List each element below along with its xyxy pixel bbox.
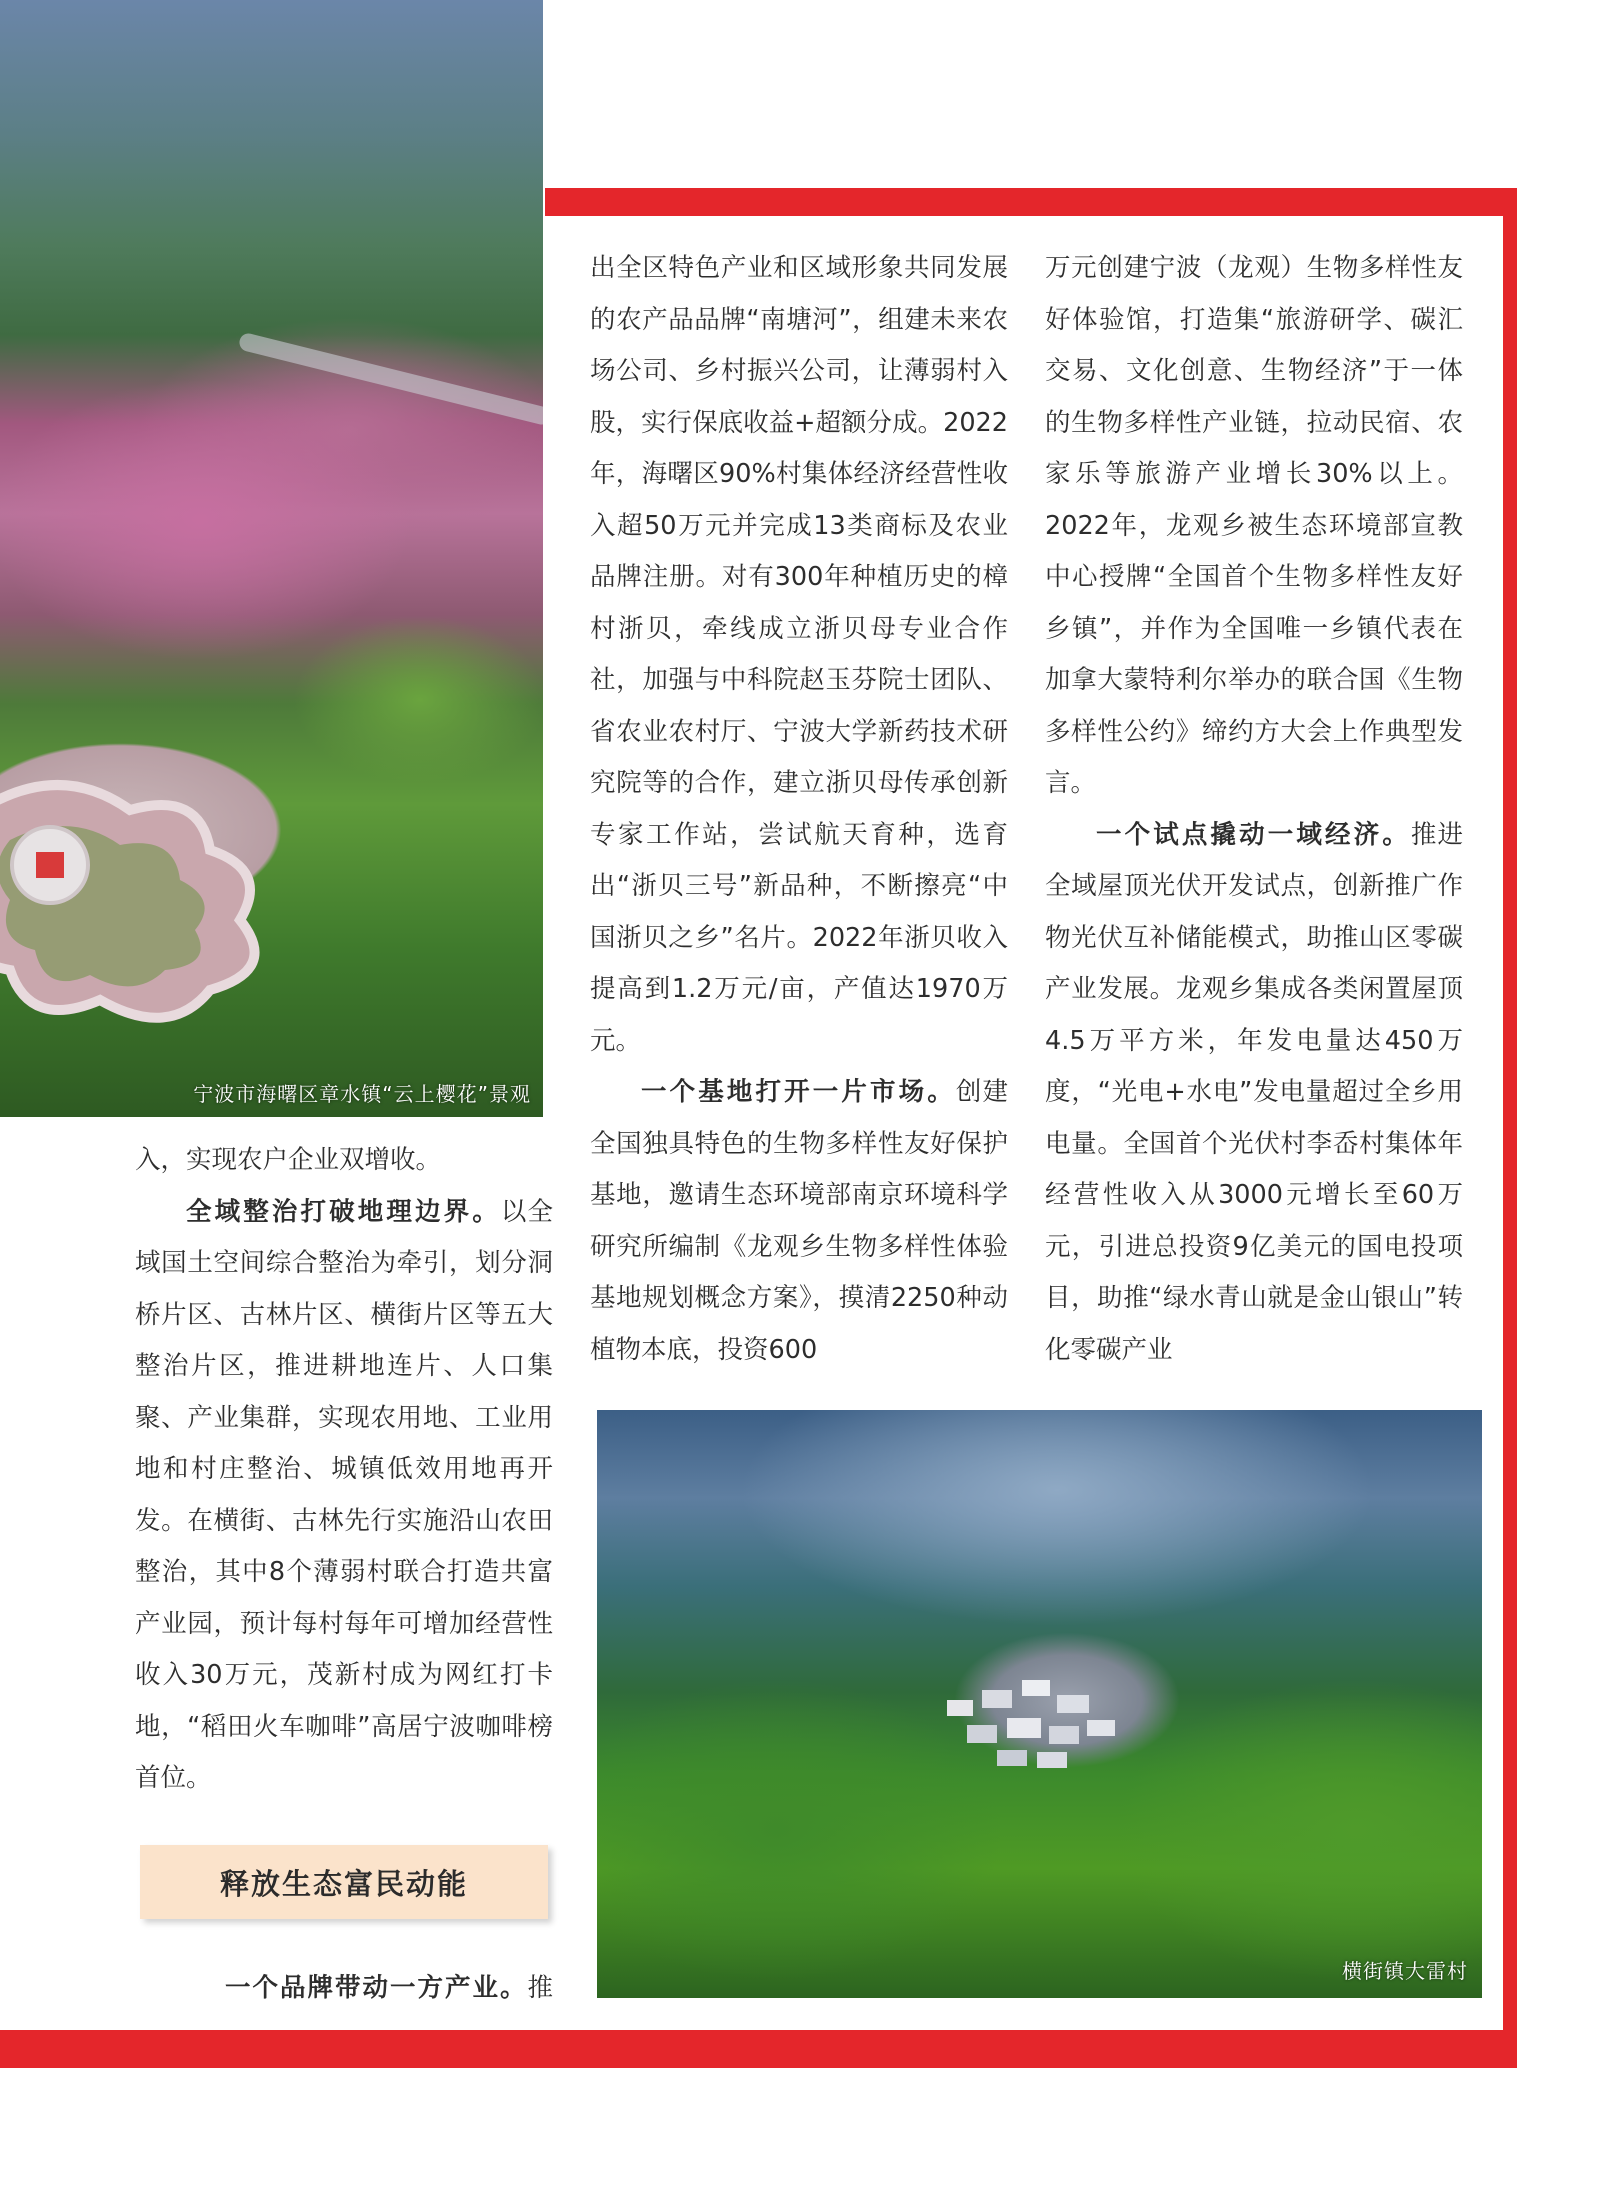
middle-column [590,243,1008,1376]
paragraph: 万元创建宁波（龙观）生物多样性友好体验馆，打造集“旅游研学、碳汇交易、文化创意、生物经济”于一体的生物多样性产业链，拉动民宿、农家乐等旅游产业增长30%以上。2022年，龙观乡被生态环境部宣教中心授牌“全国首个生物多样性友好乡镇”，并作为全国唯一乡镇代表在加拿大蒙特利尔举办的联合国《生物多样性公约》缔约方大会上作典型发言。 [1045,253,1463,798]
paragraph-body: 推进全域屋顶光伏开发试点，创新推广作物光伏互补储能模式，助推山区零碳产业发展。龙观乡集成各类闲置屋顶4.5万平方米，年发电量达450万度，“光电+水电”发电量超过全乡用电量。全国首个光伏村李岙村集体年经营性收入从3000元增长至60万元，引进总投资9亿美元的国电投项目，助推“绿水青山就是金山银山”转化零碳产业 [1045,819,1463,1365]
top-photo-caption: 宁波市海曙区章水镇“云上樱花”景观 [193,1082,531,1106]
paragraph-body: 以全域国土空间综合整治为牵引，划分洞桥片区、古林片区、横街片区等五大整治片区，推进耕地连片、人口集聚、产业集群，实现农用地、工业用地和村庄整治、城镇低效用地再开发。在横街、古林先行实施沿山农田整治，其中8个薄弱村联合打造共富产业园，预计每村每年可增加经营性收入30万元，茂新村成为网红打卡地，“稻田火车咖啡”高居宁波咖啡榜首位。 [135,1196,553,1793]
paragraph [590,1067,1008,1376]
left-column-continued [135,1963,553,2015]
mountain-road [238,332,543,427]
section-heading [140,1845,548,1919]
village-valley-photo [597,1410,1482,1998]
red-frame-right [1503,188,1517,2068]
paragraph: 入，实现农户企业双增收。 [135,1145,442,1175]
paragraph-lead: 一个基地打开一片市场。 [641,1077,956,1107]
paragraph-lead: 一个试点撬动一域经济。 [1096,819,1411,850]
bottom-photo-caption: 横街镇大雷村 [1342,1959,1468,1983]
paragraph-body: 创建全国独具特色的生物多样性友好保护基地，邀请生态环境部南京环境科学研究所编制《龙观乡生物多样性体验基地规划概念方案》，摸清2250种动植物本底，投资600 [590,1077,1008,1365]
left-column [135,1135,553,1805]
paragraph-lead: 全域整治打破地理边界。 [186,1196,501,1227]
village-houses [927,1660,1147,1780]
paragraph [135,1963,553,2015]
paragraph [1045,810,1463,1377]
red-frame-top [545,188,1517,216]
paragraph [135,1187,553,1805]
right-column [1045,243,1463,1376]
flower-shaped-viewing-deck [0,770,360,1030]
cherry-blossom-photo [0,0,543,1117]
paragraph-body: 推 [527,1973,553,2003]
paragraph: 出全区特色产业和区域形象共同发展的农产品品牌“南塘河”，组建未来农场公司、乡村振兴公司，让薄弱村入股，实行保底收益+超额分成。2022年，海曙区90%村集体经济经营性收入超50万元并完成13类商标及农业品牌注册。对有300年种植历史的樟村浙贝，牵线成立浙贝母专业合作社，加强与中科院赵玉芬院士团队、省农业农村厅、宁波大学新药技术研究院等的合作，建立浙贝母传承创新专家工作站，尝试航天育种，选育出“浙贝三号”新品种，不断擦亮“中国浙贝之乡”名片。2022年浙贝收入提高到1.2万元/亩，产值达1970万元。 [590,253,1008,1056]
section-heading-text: 释放生态富民动能 [219,1866,468,1901]
red-frame-bottom [0,2030,1517,2068]
paragraph-lead: 一个品牌带动一方产业。 [224,1973,528,2003]
